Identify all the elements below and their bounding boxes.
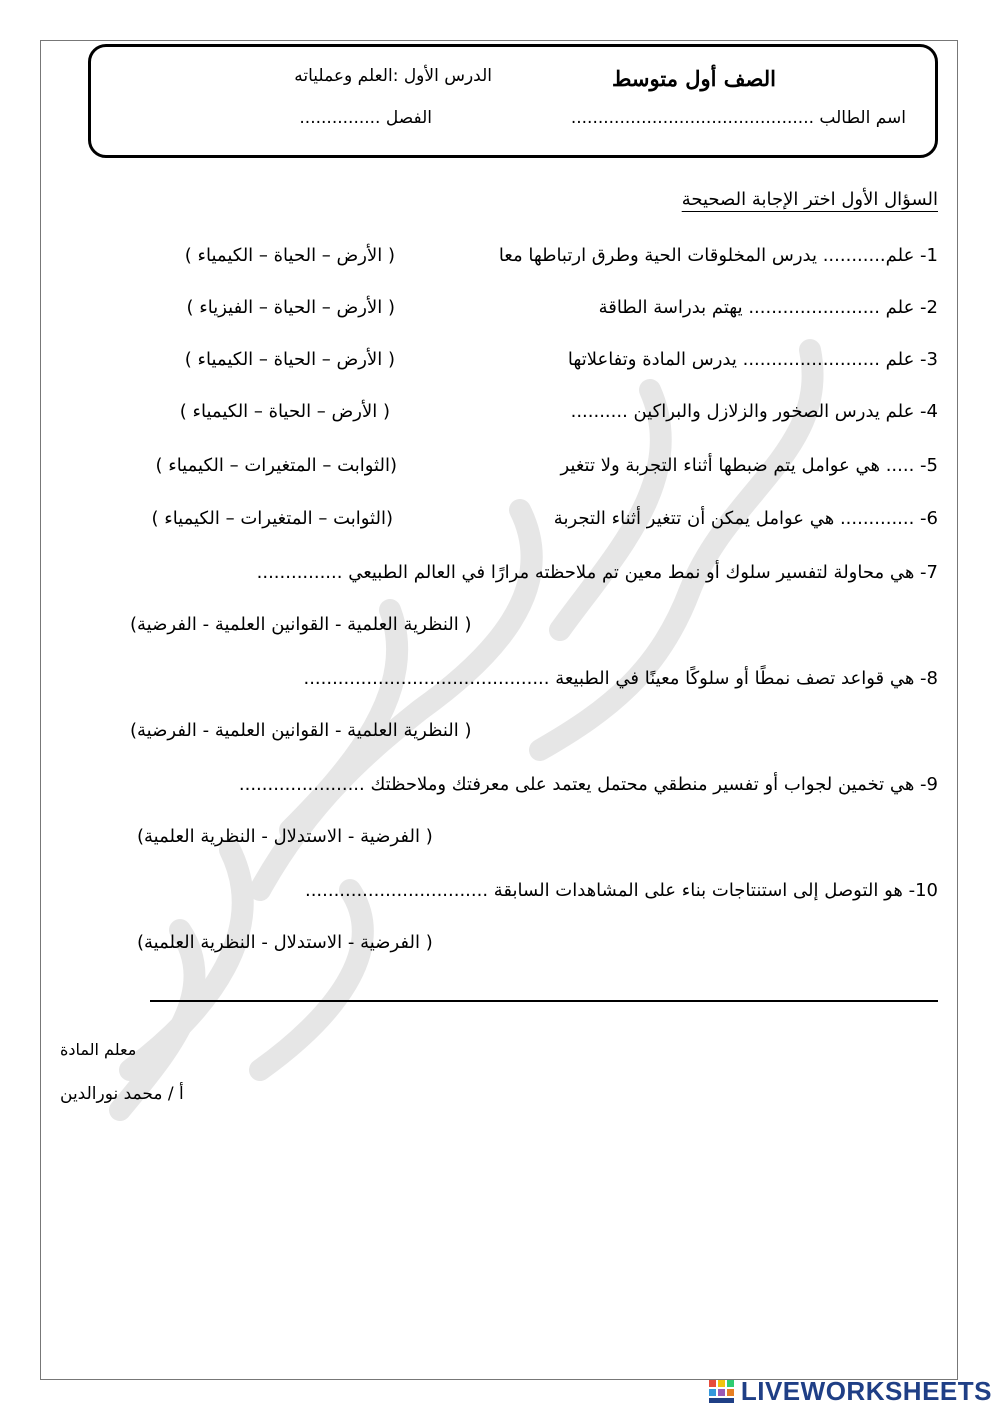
question-6-text: 6- ............. هي عوامل يمكن أن تتغير أثناء التجربة xyxy=(553,508,938,529)
brand-text: LIVEWORKSHEETS xyxy=(740,1376,992,1406)
question-8-text: 8- هي قواعد تصف نمطًا أو سلوكًا معينًا في الطبيعة ........................................... xyxy=(303,668,938,689)
student-name-field[interactable]: اسم الطالب ............................................. xyxy=(570,108,906,128)
question-7-text: 7- هي محاولة لتفسير سلوك أو نمط معين تم ملاحظته مرارًا في العالم الطبيعي ............... xyxy=(256,562,938,583)
question-5-options[interactable]: (الثوابت – المتغيرات – الكيمياء ) xyxy=(155,455,397,476)
question-1-options[interactable]: ( الأرض – الحياة – الكيمياء ) xyxy=(184,245,395,266)
question-6-options[interactable]: (الثوابت – المتغيرات – الكيمياء ) xyxy=(151,508,393,529)
question-2-text: 2- علم ....................... يهتم بدراسة الطاقة xyxy=(598,297,938,318)
liveworksheets-icon xyxy=(709,1380,735,1404)
section-title: السؤال الأول اختر الإجابة الصحيحة xyxy=(681,189,938,210)
header-box xyxy=(88,44,938,158)
question-1-text: 1- علم........... يدرس المخلوقات الحية وطرق ارتباطها معا xyxy=(498,245,938,266)
teacher-name: أ / محمد نورالدين xyxy=(60,1084,184,1104)
question-4-text: 4- علم يدرس الصخور والزلازل والبراكين .......... xyxy=(570,401,938,422)
question-4-options[interactable]: ( الأرض – الحياة – الكيمياء ) xyxy=(179,401,390,422)
question-7-options[interactable]: ( النظرية العلمية - القوانين العلمية - الفرضية) xyxy=(130,614,472,635)
page-frame xyxy=(40,40,958,1380)
class-field[interactable]: الفصل ............... xyxy=(299,108,432,128)
teacher-label: معلم المادة xyxy=(60,1040,137,1059)
divider-line xyxy=(150,1000,938,1002)
question-5-text: 5- ..... هي عوامل يتم ضبطها أثناء التجربة ولا تتغير xyxy=(560,455,938,476)
liveworksheets-logo xyxy=(709,1376,992,1407)
grade-title: الصف أول متوسط xyxy=(611,66,776,91)
question-8-options[interactable]: ( النظرية العلمية - القوانين العلمية - الفرضية) xyxy=(130,720,472,741)
question-2-options[interactable]: ( الأرض – الحياة – الفيزياء ) xyxy=(186,297,395,318)
question-9-options[interactable]: ( الفرضية - الاستدلال - النظرية العلمية) xyxy=(137,826,433,847)
question-10-text: 10- هو التوصل إلى استنتاجات بناء على المشاهدات السابقة ................................ xyxy=(304,880,938,901)
question-3-text: 3- علم ........................ يدرس المادة وتفاعلاتها xyxy=(567,349,938,370)
question-3-options[interactable]: ( الأرض – الحياة – الكيمياء ) xyxy=(184,349,395,370)
question-10-options[interactable]: ( الفرضية - الاستدلال - النظرية العلمية) xyxy=(137,932,433,953)
question-9-text: 9- هي تخمين لجواب أو تفسير منطقي محتمل يعتمد على معرفتك وملاحظتك ...................... xyxy=(238,774,938,795)
lesson-title: الدرس الأول :العلم وعملياته xyxy=(294,66,492,86)
